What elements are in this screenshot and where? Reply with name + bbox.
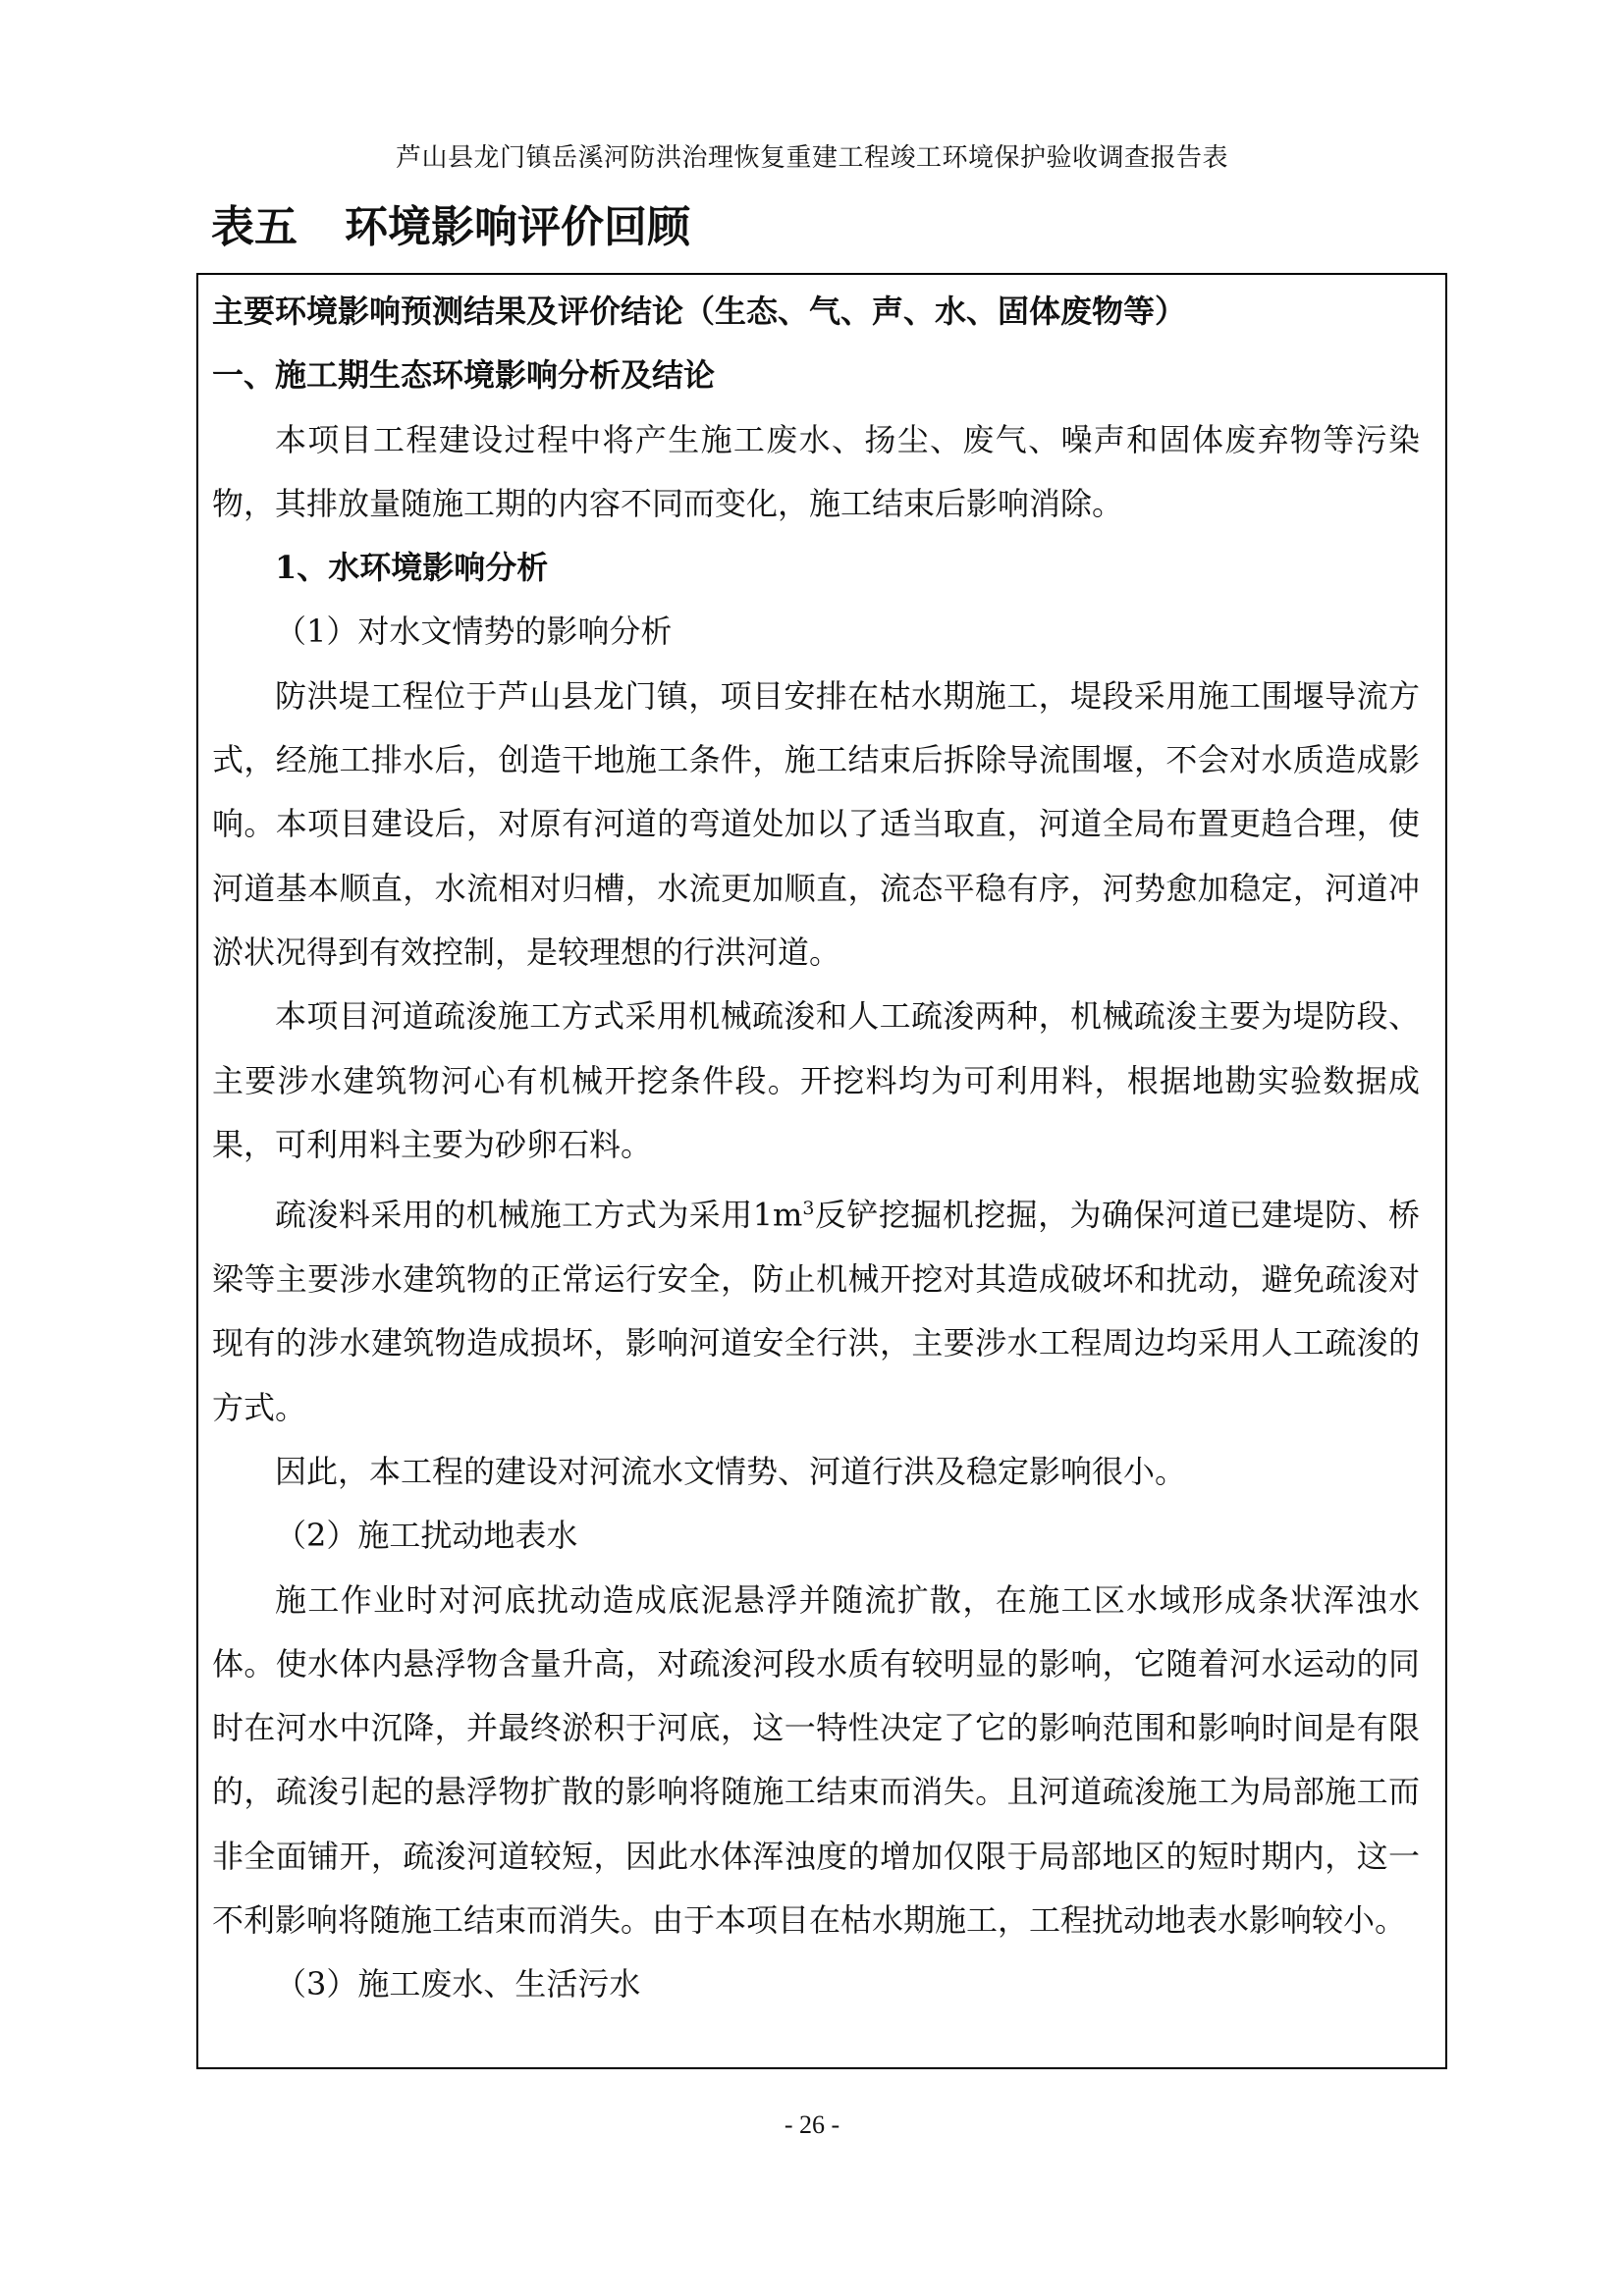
paragraph-levee: 防洪堤工程位于芦山县龙门镇，项目安排在枯水期施工，堤段采用施工围堰导流方式，经施工排水后，创造干地施工条件，施工结束后拆除导流围堰，不会对水质造成影响。本项目建设后，对原有河道的弯道处加以了适当取直，河道全局布置更趋合理，使河道基本顺直，水流相对归槽，水流更加顺直，流态平稳有序，河势愈加稳定，河道冲淤状况得到有效控制，是较理想的行洪河道。 <box>212 676 1420 971</box>
section-name: 环境影响评价回顾 <box>345 202 690 252</box>
paragraph-dredging-methods: 本项目河道疏浚施工方式采用机械疏浚和人工疏浚两种，机械疏浚主要为堤防段、主要涉水建筑物河心有机械开挖条件段。开挖料均为可利用料，根据地勘实验数据成果，可利用料主要为砂卵石料。 <box>212 997 1420 1163</box>
item-surface-water: （2）施工扰动地表水 <box>275 1517 578 1555</box>
intro-paragraph: 本项目工程建设过程中将产生施工废水、扬尘、废气、噪声和固体废弃物等污染物，其排放量随施工期的内容不同而变化，施工结束后影响消除。 <box>212 420 1420 522</box>
sub-heading-water: 1、水环境影响分析 <box>275 549 549 587</box>
item-wastewater: （3）施工废水、生活污水 <box>275 1965 641 2003</box>
box-heading: 主要环境影响预测结果及评价结论（生态、气、声、水、固体废物等） <box>212 293 1187 330</box>
item-hydrology: （1）对水文情势的影响分析 <box>275 613 673 651</box>
section-title <box>211 191 690 254</box>
content-box <box>196 273 1447 2069</box>
paragraph-mechanical-dredging <box>212 1177 1420 1440</box>
part-heading: 一、施工期生态环境影响分析及结论 <box>212 356 716 395</box>
para-3-end: 反铲挖掘机挖掘，为确保河道已建堤防、桥梁等主要涉水建筑物的正常运行安全，防止机械开挖对其造成破坏和扰动，避免疏浚对现有的涉水建筑物造成损坏，影响河道安全行洪，主要涉水工程周边均采用人工疏浚的方式。 <box>212 1196 1420 1426</box>
page-number: - 26 - <box>784 2110 840 2139</box>
para-3-superscript: 3 <box>802 1198 815 1220</box>
paragraph-turbidity: 施工作业时对河底扰动造成底泥悬浮并随流扩散，在施工区水域形成条状浑浊水体。使水体内悬浮物含量升高，对疏浚河段水质有较明显的影响，它随着河水运动的同时在河水中沉降，并最终淤积于河底，这一特性决定了它的影响范围和影响时间是有限的，疏浚引起的悬浮物扩散的影响将随施工结束而消失。且河道疏浚施工为局部施工而非全面铺开，疏浚河道较短，因此水体浑浊度的增加仅限于局部地区的短时期内，这一不利影响将随施工结束而消失。由于本项目在枯水期施工，工程扰动地表水影响较小。 <box>212 1580 1420 1940</box>
paragraph-conclusion: 因此，本工程的建设对河流水文情势、河道行洪及稳定影响很小。 <box>275 1453 1187 1490</box>
running-header: 芦山县龙门镇岳溪河防洪治理恢复重建工程竣工环境保护验收调查报告表 <box>395 143 1228 173</box>
section-number: 表五 <box>211 202 298 252</box>
para-3-start: 疏浚料采用的机械施工方式为采用1m <box>275 1196 803 1234</box>
